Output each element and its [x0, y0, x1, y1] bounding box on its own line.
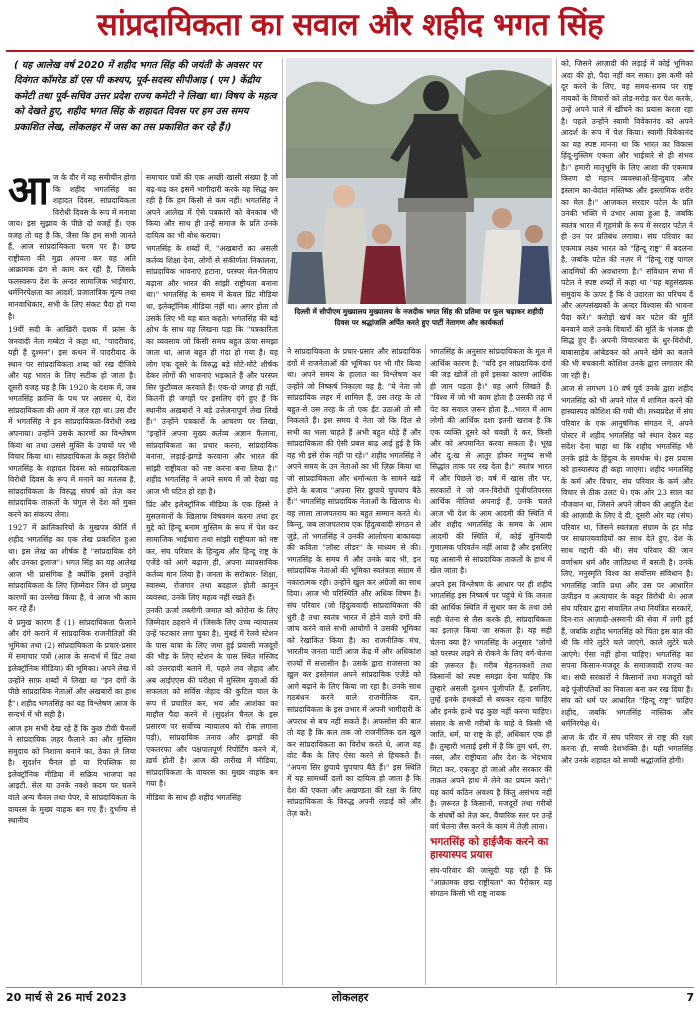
- column-divider: [282, 58, 283, 985]
- article-column-5: [561, 58, 693, 984]
- article-column-3: [287, 346, 421, 984]
- paragraph: को, जिसने आज़ादी की लड़ाई में कोई भूमिका अदा की हो, पैदा नहीं कर सका। इस कमी को दूर करने के लिए, वह समय-समय पर राष्ट्र नायकों के विचारों को तोड़-मरोड़ कर पेश करके, उन्हें अपने पाले में खींचने का प्रयास करता रहा है। पहले उन्होंने स्वामी विवेकानंद को अपने आदर्श के रूप में पेश किया। स्वामी विवेकानंद का यह स्पष्ट मानना था कि भारत का विकास हिंदू-मुस्लिम एकता और भाईचारे से ही संभव है।" हमारी मातृभूमि के लिए आशा की एकमात्र किरण दो महान व्यवस्थाओं-हिन्दुवाद और इस्लाम का-वेदांत मस्तिष्क और इस्लामिक शरीर का मेल है।" आजकल सरदार पटेल के प्रति उनकी भक्ति में उभार आया हुआ है, जबकि स्वतंत्र भारत में गृहमंत्री के रूप में सरदार पटेल ने ही उन पर प्रतिबंध लगाया। संघ परिवार का एकमात्र लक्ष्य भारत को "हिन्दू राष्ट्र" में बदलना है, जबकि पटेल की नज़र में "हिन्दू राष्ट्र पागल आदमियों की अवधारणा है।" संविधान सभा में पटेल ने स्पष्ट शब्दों में कहा था "यह बहुसंख्यक समुदाय के ऊपर है कि वे उदारता का परिचय दें और अल्पसंख्यकों के अन्दर विश्वास की भावना पैदा करें।" करोड़ों खर्च कर पटेल की मूर्ति बनवाने वाले उनके विचारों की मूर्ति के भंजक ही सिद्ध हुए हैं। अपनी विचारधारा के धुर-विरोधी, बाबासाहेब आंबेडकर को अपने खेमे का बताने की भी बचकानी कोशिश उनके द्वारा लगातार की जा रही है।: [561, 59, 693, 380]
- paragraph: भगतसिंह के शब्दों में, "अखबारों का असली कर्तव्य शिक्षा देना, लोगों से संकीर्णता निकालना, सांप्रदायिक भावनाएं हटाना, परस्पर मेल-मिलाप बढ़ाना और भारत की सांझी राष्ट्रीयता बनाना था।" भगतसिंह के समय में केवल प्रिंट मीडिया था, इलेक्ट्रॉनिक मीडिया नहीं था। अगर होता तो उसके लिए भी यह बात कहते। भगतसिंह की बड़े क्षोभ के साथ यह लिखना पड़ा कि "पत्रकारिता का व्यवसाय जो किसी समय बहुत ऊंचा समझा जाता था, आज बहुत ही गंदा हो गया है। यह लोग एक दूसरे के विरुद्ध बड़े मोटे-मोटे शीर्षक देकर लोगों की भावनाएं भड़काते हैं और परस्पर सिर फुटौव्वल करवाते हैं। एक-दो जगह ही नहीं, कितनी ही जगहों पर इसलिए दंगे हुए हैं कि स्थानीय अखबारों ने बड़े उत्तेजनापूर्ण लेख लिखे हैं।" उन्होंने पत्रकारों के आचरण पर लिखा, "इन्होंने अपना मुख्य कर्तव्य अज्ञान फैलाना, सांप्रदायिकता का प्रचार करना, सांप्रदायिक बनाना, लड़ाई-झगड़े करवाना और भारत की सांझी राष्ट्रीयता को नष्ट करना बना लिया है।" शहीद भगतसिंह ने अपने समय में जो देखा वह आज भी घटित हो रहा है।: [146, 244, 278, 496]
- photo-caption: दिल्ली में सीपीएम मुख्यालय मुख्यालय के नजदीक भगत सिंह की प्रतिमा पर फूल चढ़ाकर शहीदी दिवस पर श्रद्धांजलि अर्पित करते हुए पार्टी नेतागण और कार्यकर्ता: [294, 307, 544, 327]
- paragraph: ने सांप्रदायिकता के प्रचार-प्रसार और सांप्रदायिक दंगों में राजनेताओं की भूमिका पर भी गौर किया था। अपने समय के हालात का विश्लेषण कर उन्होंने जो निष्कर्ष निकाला वह है: "ये नेता जो सांप्रदायिक लहर में शामिल हैं, उस तरह के तो बहुत-से उस तरह के तो एक ईंट उठाओ तो सौ निकलते हैं। इस समय ये नेता जो कि दिल से सभी का भला चाहते हैं अभी बहुत थोड़े हैं और सांप्रदायिकता की ऐसी प्रबल बाढ़ आई हुई है कि वह भी इसे रोक नहीं पा रहे।" शहीद भगतसिंह ने अपने समय के उन नेताओं का भी ज़िक्र किया था जो सांप्रदायिकता और धर्मान्धता के सामने खड़े होने के बजाय "अपना सिर छुपाये चुपचाप बैठे हैं।" भगतसिंह सांप्रदायिक नेताओं के खिलाफ थे। वह लाला लाजपतराय का बहुत सम्मान करते थे। किन्तु, जब लाजपतराय एक हिंदुत्ववादी संगठन से जुड़े, तो भगतसिंह ने उनकी आलोचना बाकायदा की कविता "लॉस्ट लीडर" के माध्यम से की। भगतसिंह के समय में और उनके बाद भी, इन सांप्रदायिक नेताओं की भूमिका स्वतंत्रता संग्राम में नकारात्मक रही। उन्होंने खुल कर अंग्रेजों का साथ दिया। आज भी परिस्थिति और अधिक विषम है। संघ परिवार (जो हिंदुत्ववादी सांप्रदायिकता की धुरी है तथा स्वतंत्र भारत में होने वाले दंगों की जांच करने वाले सभी आयोगों ने उसकी भूमिका को रेखांकित किया है) का राजनीतिक मंच, भारतीय जनता पार्टी आज केंद्र में और अधिकांश राज्यों में सत्तासीन है। उसके द्वारा राजसत्ता का खुल कर इस्तेमाल अपने सांप्रदायिक एजेंडे को आगे बढ़ाने के लिए किया जा रहा है। उनके साथ गठबंधन करने वाले राजनीतिक दल, सांप्रदायिकता के इस उभार में अपनी भागीदारी के अपराध से बच नहीं सकते हैं। अफसोस की बात तो यह है कि कल तक जो राजनीतिक दल खुल कर सांप्रदायिकता का विरोध करते थे, आज वह वोट बैंक के लिए ऐसा करने से हिचकते हैं। "अपना सिर छुपाये चुपचाप बैठे हैं।" इस स्थिति में यह सामर्थ्यी दलों का दायित्व हो जाता है कि देश की एकता और अखण्डता की रक्षा के लिए सांप्रदायिकता के विरुद्ध अपनी लड़ाई को और तेज़ करें।: [287, 347, 421, 818]
- section-subhead: भगतसिंह को हाईजैक करने का हास्यास्पद प्रयास: [430, 835, 549, 861]
- headline-rule: [6, 50, 694, 52]
- paragraph: 19वीं सदी के आखिरी दशक में फ्रांस के जनवादी नेता गम्बेटा ने कहा था, "पादरीवाद, यही है दुश्मन"। इस कथन में पादरीवाद के स्थान पर सांप्रदायिकता शब्द को रख दीजिये और यह भारत के लिए सटीक हो जाता है। दूसरी वजह यह है कि 1920 के दशक में, जब भगतसिंह क्रान्ति के पथ पर अग्रसर थे, देश सांप्रदायिकता की आग में जल रहा था। उस दौर में भगतसिंह ने इन सांप्रदायिकता-विरोधी रुख अपनाया। उन्होंने उसके कारणों का विश्लेषण किया था तथा उससे मुक्ति के उपायों पर भी विचार किया था। सांप्रदायिकता के कट्टर विरोधी भगतसिंह के शहादत दिवस को सांप्रदायिकता विरोधी दिवस के रूप में मनाने का मतलब है, सांप्रदायिकता के विरुद्ध संघर्ष को तेज़ कर सांप्रदायिक ताक़तों के चंगुल से देश को मुक्त करने का संकल्प लेना।: [8, 325, 136, 519]
- paragraph: अपने इस विश्लेषण के आधार पर ही शहीद भगतसिंह इस निष्कर्ष पर पहुंचे थे कि जनता की आर्थिक स्थिति में सुधार कर के तथा उसे सही चेतना से लैस करके ही, सांप्रदायिकता का इलाज़ किया जा सकता है। यह सही चेतना क्या है? भगतसिंह के अनुसार "लोगों को परस्पर लड़ने से रोकने के लिए वर्ग-चेतना की ज़रूरत है। गरीब मेहनतकशों तथा किसानों को स्पष्ट समझा देना चाहिए कि तुम्हारे असली दुश्मन पूंजीपति हैं, इसलिए, तुम्हें इनके हथकंडों से बचकर रहना चाहिए और इनके हत्थे चढ़ कुछ नहीं करना चाहिए। संसार के सभी गरीबों के चाहे वे किसी भी जाति, धर्म, या राष्ट्र के हों, अधिकार एक ही हैं। तुम्हारी भलाई इसी में है कि तुम धर्म, रंग, नस्ल, और राष्ट्रीयता और देश के भेदभाव मिटा कर, एकजुट हो जाओ और सरकार की ताक़त अपने हाथ में लेने का प्रयत्न करो।" यह कार्य कठिन अवश्य है किंतु असंभव नहीं है। ज़रूरत है किसानों, मजदूरों तथा गरीबों के संघर्षों को तेज़ कर, वैचारिक स्तर पर उन्हें वर्ग चेतना लैस करने के काम में तेज़ी लाना।: [430, 579, 552, 832]
- paragraph: ज के दौर में यह समीचीन होगा कि शहीद भगतसिंह का शहादत दिवस, सांप्रदायिकता विरोधी दिवस के रूप में मनाया जाय। इस सुझाव के पीछे दो वजहें हैं। एक वजह तो यह है कि, जैसा कि हम सभी जानते हैं, आज सांप्रदायिकता चरम पर है। छद्म राष्ट्रीयता की मुद्रा अपना कर वह अति आक्रामक ढंग से काम कर रही है, जिसके फलस्वरूप देश के अन्दर सामाजिक भाईचारा, धर्मनिरपेक्षता का आदर्श, प्रजातांत्रिक मूल्य तथा मानवाधिकार, सभी के लिए संकट पैदा हो गया है।: [8, 173, 136, 321]
- drop-cap: आ: [8, 172, 49, 214]
- article-column-4: [430, 346, 552, 984]
- paragraph: प्रिंट और इलेक्ट्रॉनिक मीडिया के एक हिस्से ने मुसलमानों के खिलाफ विषवमन करना तथा हर मुद्दे को हिन्दू बनाम मुस्लिम के रूप में पेश कर सामाजिक भाईचारा तथा सांझी राष्ट्रीयता को नष्ट कर, संघ परिवार के हिन्दुत्व और हिन्दू राष्ट्र के एजेंडे को आगे बढ़ाना ही, अपना व्यावसायिक कर्तव्य मान लिया है। जनता के सरोकार- शिक्षा, स्वास्थ्य, रोजगार तथा बदहाल होती क़ानून व्यवस्था, उनके लिए महत्व नहीं रखते हैं।: [146, 500, 278, 602]
- paragraph: 1927 में क्रांतिकारियों के मुखपत्र कीर्ति में शहीद भगतसिंह का एक लेख प्रकाशित हुआ था। इस लेख का शीर्षक है "सांप्रदायिक दंगे और उनका इलाज"। भगत सिंह का यह आलेख आज भी प्रासंगिक है क्योंकि इसमें उन्होंने सांप्रदायिकता के लिए ज़िम्मेदार जिन दो प्रमुख कारणों का उल्लेख किया है, वे आज भी काम कर रहे हैं।: [8, 523, 136, 614]
- paragraph: समाचार पत्रों की एक अच्छी खासी संख्या है जो बढ़-चढ़ कर इसमें भागीदारी करके यह सिद्ध कर रही है कि हम किसी से कम नहीं। भगतसिंह ने अपने आलेख में ऐसे पत्रकारों को बेनकाब भी किया और साथ ही उन्हें समाज के प्रति उनके दायित्व का भी बोध कराया।: [146, 173, 278, 240]
- footer-date: 20 मार्च से 26 मार्च 2023: [6, 991, 127, 1004]
- intro-note: ( यह आलेख वर्ष 2020 में शहीद भगत सिंह की जयंती के अवसर पर दिवंगत कॉमरेड डॉ एस पी कश्यप, पूर्व-सदस्य सीपीआइ ( एम ) केंद्रीय कमेटी तथा पूर्व-सचिव उत्तर प्रदेश राज्य कमेटी ने लिखा था। विषय के महत्व को देखते हुए, शहीद भगत सिंह के शहादत दिवस पर हम उस समय प्रकाशित लेख, लोकलहर में जस का तस प्रकाशित कर रहे हैं।): [14, 60, 277, 133]
- article-column-2: [146, 172, 278, 984]
- paragraph: ये प्रमुख कारण हैं (1) सांप्रदायिकता फैलाने और दंगे कराने में सांप्रदायिक राजनीतिज्ञों की भूमिका तथा (2) सांप्रदायिकता के प्रचार-प्रसार में समाचार पत्रों (आज के सन्दर्भ में प्रिंट तथा इलेक्ट्रॉनिक मीडिया) की भूमिका। अपने लेख में उन्होंने साफ़ शब्दों में लिखा था "इन दंगों के पीछे सांप्रदायिक नेताओं और अखबारों का हाथ है"। शहीद भगतसिंह का यह विश्लेषण आज के सन्दर्भ में भी सही है।: [8, 617, 136, 720]
- column-divider: [425, 345, 426, 985]
- statue-photo: [286, 58, 552, 304]
- page-headline: सांप्रदायिकता का सवाल और शहीद भगत सिंह: [96, 7, 604, 43]
- paragraph: आज के दौर में संघ परिवार से राष्ट्र की रक्षा करना ही, सच्ची देशभक्ति है। यही भगतसिंह और उनके शहादत को सच्ची श्रद्धांजलि होगी।: [561, 732, 693, 765]
- footer-paper-name: लोकलहर: [331, 991, 369, 1004]
- article-column-1: [8, 172, 136, 984]
- paragraph: संघ-परिवार की जासूदी यह रही है कि "आक्रामक छद्म राष्ट्रीयता" का पैरोकार यह संगठन किसी भी राष्ट्र नायक: [430, 865, 552, 899]
- column-divider: [556, 58, 557, 985]
- paragraph: आज हम सभी देख रहे हैं कि कुछ टीवी चैनलों ने सांप्रदायिक जहर फैलाने का और मुस्लिम समुदाय को निशाना बनाने का, ठेका ले लिया है। सुदर्शन चैनल हो या रिपब्लिक या इलेक्ट्रॉनिक मीडिया में सक्रिय भाजपा का आइटी. सेल या उनके नक्शे कदम पर चलने वाले अन्य चैनल तथा पेपर, ये सांप्रदायिकता के वायरस के मुख्य वाहक बन गए हैं। दुर्भाग्य से स्थानीय: [8, 723, 136, 826]
- column-divider: [141, 170, 142, 985]
- paragraph: आज से लगभग 10 वर्ष पूर्व उनके द्वारा शहीद भगतसिंह को भी अपने गोल में शामिल करने की हास्यास्पद कोशिश की गयी थी। मध्यप्रदेश में संघ परिवार के एक आनुषंगिक संगठन ने, अपने पोस्टर में शहीद भगतसिंह को स्थान देकर यह संदेश देना चाहा था कि शहीद भगतसिंह भी उनके झंडे के हिंदुत्व के समर्थक थे। इस प्रयास को हास्यास्पद ही कहा जाएगा। शहीद भगतसिंह के कर्म और विचार, संघ परिवार के कर्म और विचार से ठीक उलट थे। एक ओर 23 साल का नौजवान था, जिसने अपने जीवन की आहुति देश की आज़ादी के लिए दे दी, दूसरी ओर यह (संघ) परिवार था, जिसने स्वतंत्रता संग्राम के हर मोड़ पर साम्राज्यवादियों का साथ देते हुए, देश के साथ गद्दारी की थी। संघ परिवार की जान वर्णाश्रम धर्म और जातिप्रथा में बसती है। उनके लिए, मनुस्मृति विश्व का सर्वोत्तम संविधान है। भगतसिंह जाति प्रथा और उस पर आधारित उत्पीड़न व अत्याचार के कट्टर विरोधी थे। आज संघ परिवार द्वारा संचालित तथा नियंत्रित सरकारें, दिन-रात आज़ादी-अस्मानी की सेवा में लगी हुई हैं, जबकि शहीद भगतसिंह को चिंता इस बात की थी कि गोरे लुटेरे चले जाएंगे, काले लुटेरे चले आएंगे। ऐसा नहीं होना चाहिए। भगतसिंह का सपना किसान-मजदूर के समाजवादी राज्य का था। संघी सरकारों ने किसानों तथा मजदूरों को बड़े पूंजीपतियों का निवाला बना कर रख दिया है। संघ को धर्म पर आधारित "हिन्दू राष्ट्र" चाहिए शहीद, जबकि भगतसिंह नास्तिक और धर्मनिरपेक्ष थे।: [561, 384, 693, 729]
- paragraph: उनकी ऊर्जा तब्लीगी जमात को कोरोना के लिए ज़िम्मेदार ठहराने में (जिसके लिए उच्च न्यायालय उन्हें फटकार लगा चुका है), मुंबई में रेलवे स्टेशन के पास यात्रा के लिए जमा हुई प्रवासी मजदूरों की भीड़ के लिए स्टेशन के पास स्थित मस्जिद को उत्तरदायी बताने में, पहले लव जेहाद और अब आईएएस की परीक्षा में मुस्लिम युवाओं की सफलता को सर्विस जेहाद की कुटिल चाल के रूप में प्रचारित कर, भय और आशंका का माहौल पैदा करने में (सुदर्शन चैनल के इस प्रसारण पर सर्वोच्च न्यायालय को रोक लगाना पड़ी), सांप्रदायिक तनाव और झगड़ों की एकतरफा और पक्षपातपूर्ण रिपोर्टिंग करने में, ख़र्च होती है। आज की तारीख में मीडिया, सांप्रदायिकता के वायरस का मुख्य वाहक बन गया है।: [146, 606, 278, 789]
- paragraph: भगतसिंह के अनुसार सांप्रदायिकता के मूल में आर्थिक कारण है: "यदि इन सांप्रदायिक दंगों की जड़ खोजें तो हमें इसका कारण आर्थिक ही जान पड़ता है।" वह आगे लिखते हैं: "विश्व में जो भी काम होता है उसकी तह में पेट का सवाल ज़रूर होता है...भारत में आम लोगों की आर्थिक दशा इतनी खराब है कि एक व्यक्ति दूसरे को चवन्नी दे कर, किसी और को अपमानित करवा सकता है। भूख और दु:ख से आतुर होकर मनुष्य सभी सिद्धांत ताक पर रख देता है।" स्वतंत्र भारत में और पिछले छ: वर्ष में खास तौर पर, सरकारों ने जो जन-विरोधी पूंजीपतिपरस्त आर्थिक नीतियां अपनाई हैं, उनके चलते आज भी देश के आम आदमी की स्थिति में और शहीद भगतसिंह के समय के आम आदमी की स्थिति में, कोई बुनियादी गुणात्मक परिवर्तन नहीं आया है और इसलिए यह आसानी से सांप्रदायिक ताक़तों के हाथ में खेल जाता है।: [430, 347, 552, 576]
- footer-page-number: 7: [686, 991, 694, 1004]
- paragraph: मीडिया के साथ ही शहीद भगतसिंह: [146, 792, 242, 802]
- footer-rule: [6, 987, 694, 988]
- statue-photo-image: [286, 58, 552, 304]
